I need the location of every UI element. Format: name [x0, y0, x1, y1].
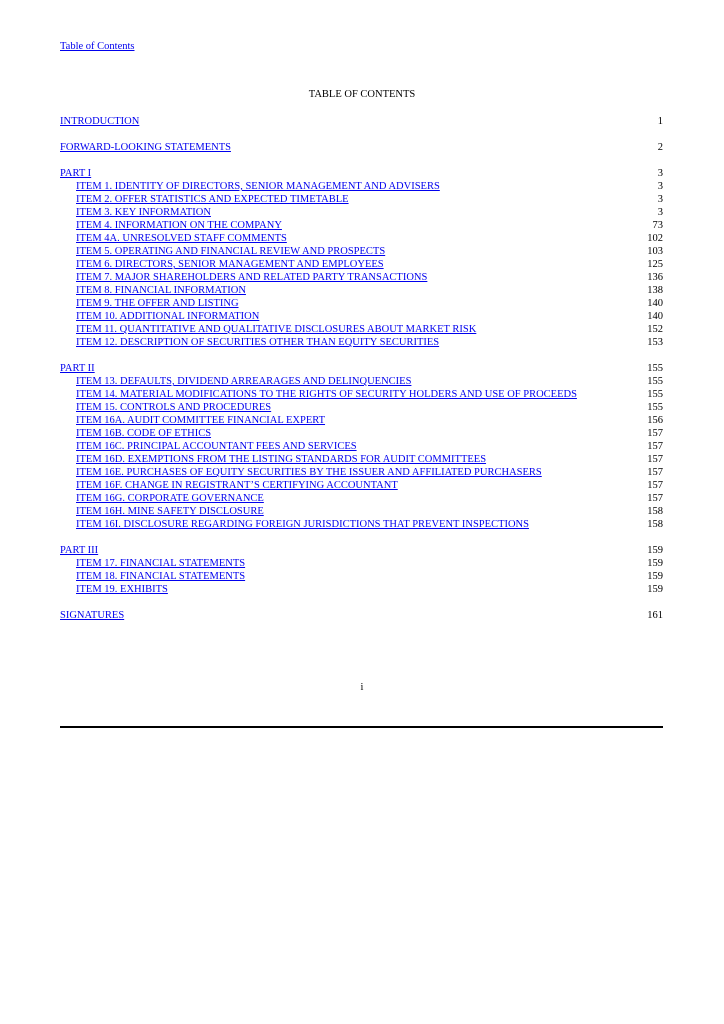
toc-page-number: 155	[647, 376, 663, 387]
toc-page-number: 161	[647, 610, 663, 621]
toc-page-number: 136	[647, 272, 663, 283]
toc-link[interactable]: ITEM 4A. UNRESOLVED STAFF COMMENTS	[76, 233, 287, 244]
toc-page-number: 159	[647, 545, 663, 556]
toc-page-number: 157	[647, 441, 663, 452]
toc-item	[60, 557, 663, 570]
toc-link[interactable]: ITEM 16I. DISCLOSURE REGARDING FOREIGN JURISDICTIONS THAT PREVENT INSPECTIONS	[76, 519, 529, 530]
toc-link[interactable]: ITEM 7. MAJOR SHAREHOLDERS AND RELATED PARTY TRANSACTIONS	[76, 272, 428, 283]
toc-link[interactable]: ITEM 16B. CODE OF ETHICS	[76, 428, 212, 439]
toc-page-number: 152	[647, 324, 663, 335]
toc-link[interactable]: ITEM 1. IDENTITY OF DIRECTORS, SENIOR MANAGEMENT AND ADVISERS	[76, 181, 440, 192]
toc-item	[60, 310, 663, 323]
toc-link[interactable]: INTRODUCTION	[60, 116, 140, 127]
toc-item	[60, 453, 663, 466]
toc-link[interactable]: ITEM 16A. AUDIT COMMITTEE FINANCIAL EXPERT	[76, 415, 326, 426]
toc-link[interactable]: PART II	[60, 363, 95, 374]
toc-item	[60, 583, 663, 596]
toc-item	[60, 466, 663, 479]
toc-link[interactable]: ITEM 16G. CORPORATE GOVERNANCE	[76, 493, 264, 504]
toc-link[interactable]: FORWARD-LOOKING STATEMENTS	[60, 142, 231, 153]
toc-link[interactable]: PART III	[60, 545, 99, 556]
toc-link[interactable]: PART I	[60, 168, 92, 179]
toc-link[interactable]: ITEM 5. OPERATING AND FINANCIAL REVIEW AND PROSPECTS	[76, 246, 386, 257]
toc-link[interactable]: ITEM 3. KEY INFORMATION	[76, 207, 211, 218]
toc-page-number: 159	[647, 571, 663, 582]
toc-page-number: 157	[647, 454, 663, 465]
toc-link[interactable]: ITEM 16E. PURCHASES OF EQUITY SECURITIES BY THE ISSUER AND AFFILIATED PURCHASERS	[76, 467, 542, 478]
toc-item	[60, 193, 663, 206]
toc-item	[60, 297, 663, 310]
toc-link[interactable]: ITEM 11. QUANTITATIVE AND QUALITATIVE DISCLOSURES ABOUT MARKET RISK	[76, 324, 477, 335]
toc-link[interactable]: SIGNATURES	[60, 610, 125, 621]
toc-item	[60, 479, 663, 492]
toc-entry-signatures	[60, 609, 663, 622]
toc-page-number: 155	[647, 402, 663, 413]
toc-page-number: 157	[647, 480, 663, 491]
toc-link[interactable]: ITEM 10. ADDITIONAL INFORMATION	[76, 311, 260, 322]
page-divider	[60, 726, 663, 728]
toc-page-number: 155	[647, 363, 663, 374]
toc-page-number: 138	[647, 285, 663, 296]
toc-link[interactable]: ITEM 16D. EXEMPTIONS FROM THE LISTING STANDARDS FOR AUDIT COMMITTEES	[76, 454, 487, 465]
toc-page-number: 153	[647, 337, 663, 348]
toc-page-number: 103	[647, 246, 663, 257]
toc-page-number: 157	[647, 467, 663, 478]
toc-part-3	[60, 544, 663, 596]
toc-link[interactable]: ITEM 9. THE OFFER AND LISTING	[76, 298, 239, 309]
toc-page-number: 158	[647, 506, 663, 517]
toc-link[interactable]: ITEM 16C. PRINCIPAL ACCOUNTANT FEES AND SERVICES	[76, 441, 357, 452]
toc-item	[60, 427, 663, 440]
toc-item	[60, 284, 663, 297]
toc-part-1	[60, 167, 663, 349]
toc-page-number: 125	[647, 259, 663, 270]
toc-item	[60, 336, 663, 349]
toc-link[interactable]: ITEM 6. DIRECTORS, SENIOR MANAGEMENT AND EMPLOYEES	[76, 259, 384, 270]
toc-entry-introduction	[60, 115, 663, 128]
toc-page-number: 158	[647, 519, 663, 530]
toc-link[interactable]: ITEM 16F. CHANGE IN REGISTRANT’S CERTIFYING ACCOUNTANT	[76, 480, 398, 491]
toc-item	[60, 180, 663, 193]
toc-item	[60, 505, 663, 518]
toc-item	[60, 570, 663, 583]
toc-item	[60, 388, 663, 401]
toc-item	[60, 219, 663, 232]
toc-link[interactable]: ITEM 4. INFORMATION ON THE COMPANY	[76, 220, 282, 231]
toc-part-heading	[60, 544, 663, 557]
toc-page-number: 140	[647, 298, 663, 309]
toc-page-number: 157	[647, 493, 663, 504]
toc-link[interactable]: ITEM 13. DEFAULTS, DIVIDEND ARREARAGES AND DELINQUENCIES	[76, 376, 412, 387]
toc-link[interactable]: ITEM 15. CONTROLS AND PROCEDURES	[76, 402, 272, 413]
toc-item	[60, 375, 663, 388]
toc-link[interactable]: ITEM 2. OFFER STATISTICS AND EXPECTED TIMETABLE	[76, 194, 349, 205]
toc-item	[60, 414, 663, 427]
toc-part-heading	[60, 362, 663, 375]
toc-link[interactable]: ITEM 18. FINANCIAL STATEMENTS	[76, 571, 246, 582]
toc-page-number: 3	[657, 168, 663, 179]
toc-page-number: 159	[647, 558, 663, 569]
toc-page-number: 3	[657, 194, 663, 205]
toc-item	[60, 271, 663, 284]
toc-item	[60, 323, 663, 336]
toc-part-2	[60, 362, 663, 531]
toc-link[interactable]: ITEM 16H. MINE SAFETY DISCLOSURE	[76, 506, 264, 517]
toc-link[interactable]: ITEM 14. MATERIAL MODIFICATIONS TO THE RIGHTS OF SECURITY HOLDERS AND USE OF PROCEEDS	[76, 389, 577, 400]
toc-page-number: 159	[647, 584, 663, 595]
toc-page-number: 3	[657, 181, 663, 192]
toc-page-number: 140	[647, 311, 663, 322]
toc-page-number: 156	[647, 415, 663, 426]
toc-part-heading	[60, 167, 663, 180]
toc-page-number: 157	[647, 428, 663, 439]
table-of-contents-link[interactable]: Table of Contents	[60, 41, 135, 52]
toc-item	[60, 518, 663, 531]
page-number: i	[360, 682, 364, 693]
toc-page-number: 3	[657, 207, 663, 218]
toc-link[interactable]: ITEM 17. FINANCIAL STATEMENTS	[76, 558, 246, 569]
toc-item	[60, 258, 663, 271]
toc-title: TABLE OF CONTENTS	[308, 89, 416, 100]
toc-link[interactable]: ITEM 19. EXHIBITS	[76, 584, 168, 595]
toc-list	[60, 115, 663, 622]
toc-link[interactable]: ITEM 8. FINANCIAL INFORMATION	[76, 285, 246, 296]
toc-item	[60, 245, 663, 258]
toc-item	[60, 401, 663, 414]
toc-page-number: 2	[657, 142, 663, 153]
toc-link[interactable]: ITEM 12. DESCRIPTION OF SECURITIES OTHER THAN EQUITY SECURITIES	[76, 337, 440, 348]
toc-item	[60, 232, 663, 245]
toc-item	[60, 492, 663, 505]
toc-page-number: 1	[657, 116, 663, 127]
toc-page-number: 102	[647, 233, 663, 244]
toc-page-number: 155	[647, 389, 663, 400]
toc-item	[60, 440, 663, 453]
toc-page-number: 73	[652, 220, 663, 231]
toc-entry-forward-looking	[60, 141, 663, 154]
toc-item	[60, 206, 663, 219]
